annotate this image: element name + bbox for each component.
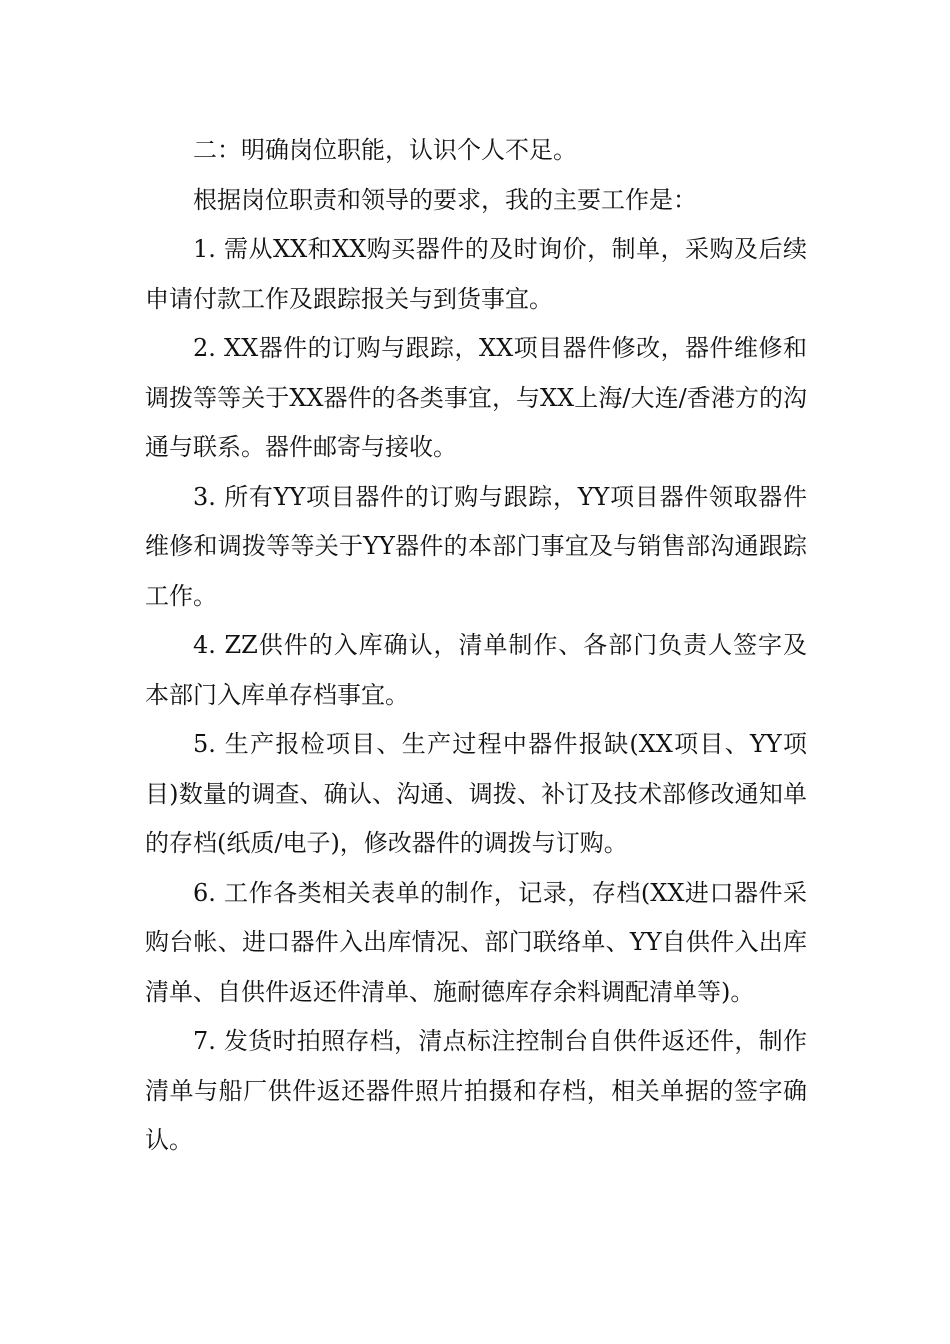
duty-item-1: 1. 需从XX和XX购买器件的及时询价，制单，采购及后续申请付款工作及跟踪报关与到货事宜。 [145, 235, 807, 313]
duty-item-5: 5. 生产报检项目、生产过程中器件报缺(XX项目、YY项目)数量的调查、确认、沟通、调拨、补订及技术部修改通知单的存档(纸质/电子)，修改器件的调拨与订购。 [145, 730, 807, 857]
duty-item-4: 4. ZZ供件的入库确认，清单制作、各部门负责人签字及本部门入库单存档事宜。 [145, 631, 807, 709]
intro-paragraph: 根据岗位职责和领导的要求，我的主要工作是： [193, 185, 697, 214]
duty-item-7: 7. 发货时拍照存档，清点标注控制台自供件返还件，制作清单与船厂供件返还器件照片拍摄和存档，相关单据的签字确认。 [145, 1027, 807, 1154]
duty-item-2: 2. XX器件的订购与跟踪，XX项目器件修改，器件维修和调拨等等关于XX器件的各类事宜，与XX上海/大连/香港方的沟通与联系。器件邮寄与接收。 [145, 334, 807, 461]
section-heading: 二：明确岗位职能，认识个人不足。 [193, 136, 577, 164]
duty-item-3: 3. 所有YY项目器件的订购与跟踪，YY项目器件领取器件维修和调拨等等关于YY器件的本部门事宜及与销售部沟通跟踪工作。 [145, 482, 807, 610]
document-page [145, 126, 807, 1166]
duty-item-6: 6. 工作各类相关表单的制作，记录，存档(XX进口器件采购台帐、进口器件入出库情况、部门联络单、YY自供件入出库清单、自供件返还件清单、施耐德库存余料调配清单等)。 [145, 878, 807, 1006]
